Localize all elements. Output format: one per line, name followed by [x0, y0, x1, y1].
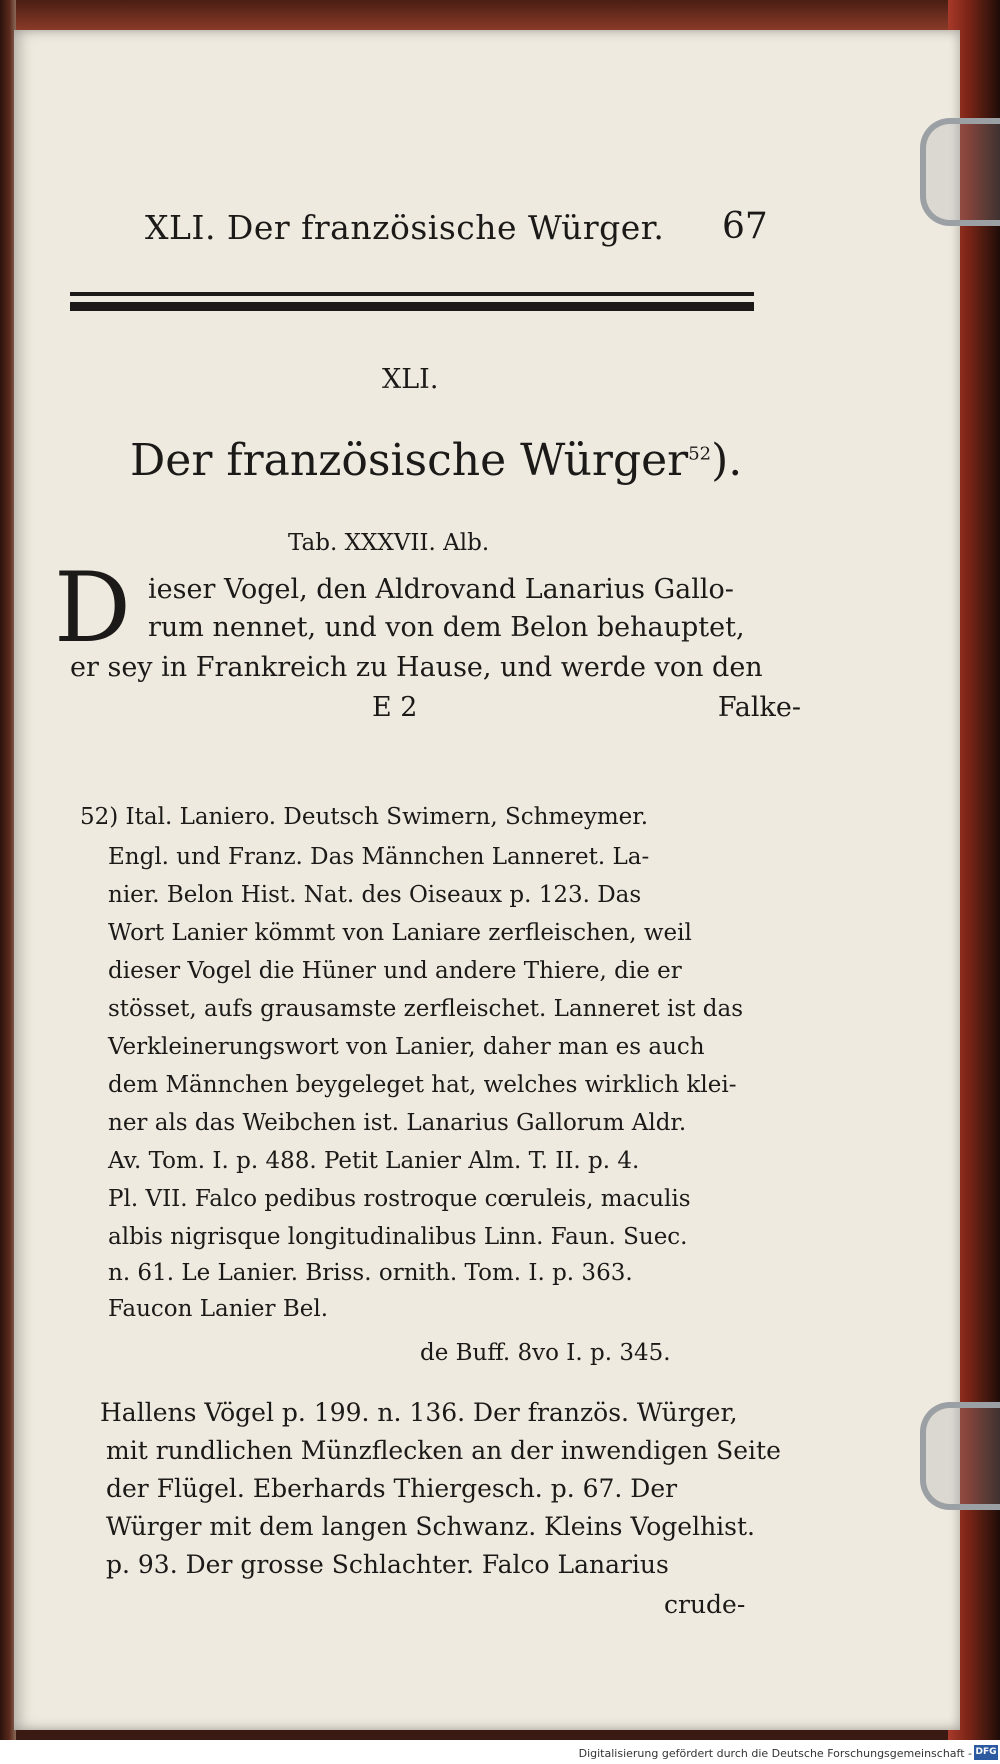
page-clip-top	[920, 118, 1000, 226]
continuation-line: Würger mit dem langen Schwanz. Kleins Vogelhist.	[106, 1512, 755, 1541]
footnote-line: Engl. und Franz. Das Männchen Lanneret. La-	[108, 844, 650, 870]
chapter-title	[130, 435, 742, 486]
drop-cap: D	[54, 552, 131, 664]
footnote-line: ner als das Weibchen ist. Lanarius Gallorum Aldr.	[108, 1110, 687, 1136]
footnote-line: Pl. VII. Falco pedibus rostroque cœruleis, maculis	[108, 1186, 691, 1212]
continuation-line: Hallens Vögel p. 199. n. 136. Der französ. Würger,	[100, 1398, 738, 1427]
footer-credit: Digitalisierung gefördert durch die Deutsche Forschungsgemeinschaft -	[578, 1747, 972, 1760]
footnote-line: de Buff. 8vo I. p. 345.	[420, 1340, 671, 1366]
body-line: rum nennet, und von dem Belon behauptet,	[148, 612, 745, 643]
catchword: crude-	[664, 1590, 746, 1619]
page-clip-bottom	[920, 1402, 1000, 1510]
footnote-line: dem Männchen beygeleget hat, welches wirklich klei-	[108, 1072, 737, 1098]
body-line: er sey in Frankreich zu Hause, und werde von den	[70, 652, 763, 683]
chapter-title-suffix: ).	[711, 435, 743, 486]
body-line: ieser Vogel, den Aldrovand Lanarius Gallo-	[148, 574, 734, 605]
footnote-line: Verkleinerungswort von Lanier, daher man es auch	[108, 1034, 705, 1060]
running-head: XLI. Der französische Würger.	[145, 208, 665, 247]
footnote-line: Av. Tom. I. p. 488. Petit Lanier Alm. T. II. p. 4.	[108, 1148, 640, 1174]
footnote-line: albis nigrisque longitudinalibus Linn. Faun. Suec.	[108, 1224, 688, 1250]
plate-reference: Tab. XXXVII. Alb.	[288, 530, 490, 556]
footnote-line: stösset, aufs grausamste zerfleischet. Lanneret ist das	[108, 996, 744, 1022]
footnote-line: nier. Belon Hist. Nat. des Oiseaux p. 123. Das	[108, 882, 642, 908]
footnote-line: Wort Lanier kömmt von Laniare zerfleischen, weil	[108, 920, 692, 946]
footnote-line: Faucon Lanier Bel.	[108, 1296, 329, 1322]
section-number: XLI.	[382, 364, 439, 395]
dfg-logo: DFG	[974, 1745, 998, 1760]
continuation-line: der Flügel. Eberhards Thiergesch. p. 67. Der	[106, 1474, 678, 1503]
footnote-line: dieser Vogel die Hüner und andere Thiere, die er	[108, 958, 682, 984]
footnote-line: n. 61. Le Lanier. Briss. ornith. Tom. I. p. 363.	[108, 1260, 633, 1286]
catchword-line: E 2 Falke-	[372, 692, 801, 723]
continuation-line: p. 93. Der grosse Schlachter. Falco Lanarius	[106, 1550, 669, 1579]
continuation-line: mit rundlichen Münzflecken an der inwendigen Seite	[106, 1436, 781, 1465]
header-rule-thick	[70, 302, 754, 311]
header-rule-thin	[70, 292, 754, 296]
footnote-line: 52) Ital. Laniero. Deutsch Swimern, Schmeymer.	[80, 804, 649, 830]
chapter-title-text: Der französische Würger	[130, 435, 689, 486]
book-top-edge	[0, 0, 1000, 30]
page-number: 67	[722, 206, 768, 247]
footnote-marker: 52	[688, 443, 712, 465]
